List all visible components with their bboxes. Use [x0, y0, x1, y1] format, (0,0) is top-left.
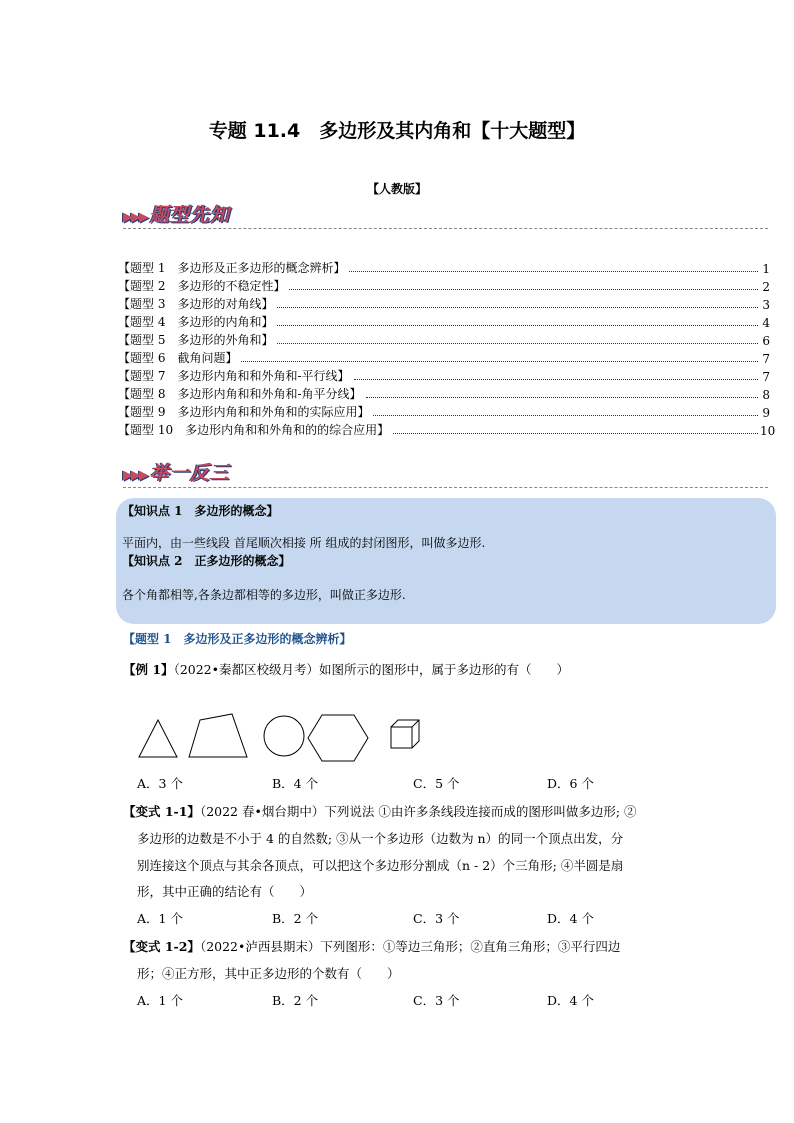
- toc-item[interactable]: 【题型 6 截角问题】 7: [118, 351, 770, 366]
- option-c[interactable]: C．5 个: [413, 776, 460, 791]
- question-type-heading: 【题型 1 多边形及正多边形的概念辨析】: [123, 632, 352, 646]
- shapes-figure: [130, 702, 430, 762]
- option-c[interactable]: C．3 个: [413, 993, 460, 1008]
- toc-item[interactable]: 【题型 10 多边形内角和和外角和的的综合应用】 10: [118, 423, 776, 438]
- variant-1-2-line2: 形；④正方形，其中正多边形的个数有（ ）: [137, 966, 400, 981]
- knowledge-2-title: 【知识点 2 正多边形的概念】: [122, 554, 291, 568]
- toc-item[interactable]: 【题型 3 多边形的对角线】 3: [118, 297, 770, 312]
- circle-shape: [264, 716, 304, 756]
- cube-shape: [391, 720, 419, 748]
- option-d[interactable]: D．4 个: [547, 911, 594, 926]
- page-title: 专题 11.4 多边形及其内角和【十大题型】: [208, 120, 586, 142]
- option-d[interactable]: D．4 个: [547, 993, 594, 1008]
- toc-item[interactable]: 【题型 1 多边形及正多边形的概念辨析】 1: [118, 261, 770, 276]
- toc-item[interactable]: 【题型 4 多边形的内角和】 4: [118, 315, 770, 330]
- section-banner-examples: [123, 458, 230, 485]
- triangle-shape: [139, 720, 177, 757]
- variant-1-1-line2: 多边形的边数是不小于 4 的自然数; ③从一个多边形（边数为 n）的同一个顶点出发，分: [137, 831, 624, 846]
- variant-1-2-line1: 【变式 1-2】（2022•泸西县期末）下列图形：①等边三角形；②直角三角形；③平行四边: [123, 939, 621, 954]
- knowledge-box: [116, 498, 776, 624]
- knowledge-1-text: 平面内，由一些线段 首尾顺次相接 所 组成的封闭图形，叫做多边形.: [122, 536, 486, 550]
- toc-item[interactable]: 【题型 2 多边形的不稳定性】 2: [118, 279, 770, 294]
- banner-text: 题型先知: [150, 204, 231, 226]
- toc-item[interactable]: 【题型 9 多边形内角和和外角和的实际应用】 9: [118, 405, 770, 420]
- knowledge-2-text: 各个角都相等,各条边都相等的多边形，叫做正多边形.: [122, 588, 406, 602]
- option-b[interactable]: B．2 个: [272, 911, 319, 926]
- triple-arrow-icon: ▶▶▶: [123, 468, 147, 483]
- option-a[interactable]: A．1 个: [137, 911, 183, 926]
- toc-item[interactable]: 【题型 5 多边形的外角和】 6: [118, 333, 770, 348]
- hexagon-shape: [308, 715, 368, 761]
- variant-1-1-line4: 形，其中正确的结论有（ ）: [137, 884, 313, 899]
- option-a[interactable]: A．3 个: [137, 776, 183, 791]
- section-banner-preview: [123, 200, 230, 227]
- dashed-divider: [123, 487, 768, 488]
- banner-text: 举一反三: [150, 462, 231, 484]
- triple-arrow-icon: ▶▶▶: [123, 210, 147, 225]
- option-d[interactable]: D．6 个: [547, 776, 594, 791]
- option-b[interactable]: B．2 个: [272, 993, 319, 1008]
- toc-item[interactable]: 【题型 8 多边形内角和和外角和-角平分线】 8: [118, 387, 770, 402]
- knowledge-1-title: 【知识点 1 多边形的概念】: [122, 504, 279, 518]
- edition-label: 【人教版】: [366, 182, 427, 196]
- option-b[interactable]: B．4 个: [272, 776, 319, 791]
- dashed-divider: [123, 228, 768, 229]
- option-c[interactable]: C．3 个: [413, 911, 460, 926]
- example-1-stem: 【例 1】（2022•秦都区校级月考）如图所示的图形中，属于多边形的有（ ）: [123, 662, 569, 677]
- quadrilateral-shape: [189, 714, 247, 757]
- toc-item[interactable]: 【题型 7 多边形内角和和外角和-平行线】 7: [118, 369, 770, 384]
- variant-1-1-line1: 【变式 1-1】（2022 春•烟台期中）下列说法 ①由许多条线段连接而成的图形叫做多边形; ②: [123, 804, 637, 819]
- option-a[interactable]: A．1 个: [137, 993, 183, 1008]
- variant-1-1-line3: 别连接这个顶点与其余各顶点，可以把这个多边形分割成（n - 2）个三角形; ④半圆是扇: [137, 858, 624, 873]
